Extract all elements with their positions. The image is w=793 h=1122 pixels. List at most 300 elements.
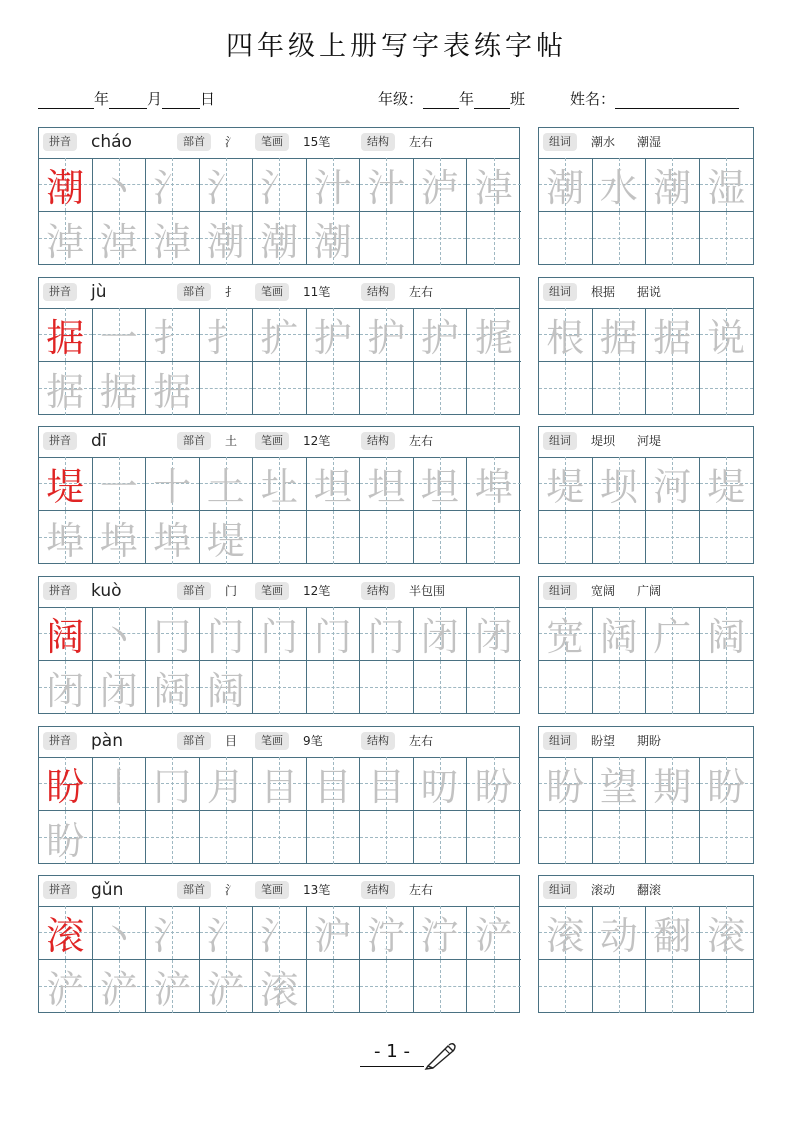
writing-cell[interactable] bbox=[253, 212, 307, 266]
word-cell[interactable] bbox=[539, 457, 593, 511]
trace-char: 浐 bbox=[153, 967, 192, 1012]
writing-cell[interactable] bbox=[200, 960, 254, 1014]
radical-value: 目 bbox=[225, 734, 238, 748]
trace-char: 据 bbox=[99, 369, 138, 414]
trace-char: 目 bbox=[367, 764, 406, 809]
trace-char: 扌 bbox=[206, 315, 245, 360]
writing-cell[interactable] bbox=[307, 661, 361, 715]
writing-cell[interactable] bbox=[414, 607, 468, 661]
word-header bbox=[539, 278, 753, 309]
trace-char: 浐 bbox=[46, 967, 85, 1012]
year-label: 年 bbox=[94, 90, 110, 108]
trace-char: 扩 bbox=[260, 315, 299, 360]
char-practice-card bbox=[38, 875, 520, 1013]
writing-cell[interactable] bbox=[360, 158, 414, 212]
class-fields bbox=[378, 88, 525, 109]
trace-char: 门 bbox=[367, 614, 406, 659]
model-char: 据 bbox=[46, 315, 85, 360]
writing-cell[interactable] bbox=[93, 811, 147, 865]
year-blank[interactable] bbox=[38, 92, 94, 109]
word-practice-card bbox=[538, 576, 754, 714]
trace-char: 埠 bbox=[153, 518, 192, 563]
word-cell[interactable] bbox=[646, 212, 700, 266]
word-trace-char: 盼 bbox=[707, 764, 746, 809]
word-cell[interactable] bbox=[539, 607, 593, 661]
writing-cell[interactable] bbox=[93, 661, 147, 715]
writing-cell[interactable] bbox=[93, 362, 147, 416]
strokes-label: 笔画 bbox=[255, 283, 289, 301]
trace-char: 门 bbox=[313, 614, 352, 659]
trace-char: 旫 bbox=[420, 764, 459, 809]
trace-char: 淖 bbox=[99, 219, 138, 264]
word-trace-char: 广 bbox=[653, 614, 692, 659]
word-cell[interactable] bbox=[539, 308, 593, 362]
writing-cell[interactable] bbox=[307, 757, 361, 811]
trace-char: 丶 bbox=[99, 165, 138, 210]
word-cell[interactable] bbox=[646, 906, 700, 960]
strokes-label: 笔画 bbox=[255, 732, 289, 750]
writing-cell[interactable] bbox=[253, 308, 307, 362]
writing-cell[interactable] bbox=[93, 457, 147, 511]
month-label: 月 bbox=[147, 90, 163, 108]
writing-cell[interactable] bbox=[200, 158, 254, 212]
writing-cell[interactable] bbox=[414, 757, 468, 811]
writing-cell[interactable] bbox=[200, 511, 254, 565]
writing-cell[interactable] bbox=[93, 906, 147, 960]
writing-cell[interactable] bbox=[414, 811, 468, 865]
trace-char: 潮 bbox=[206, 219, 245, 264]
word-cell[interactable] bbox=[646, 362, 700, 416]
words-label: 组词 bbox=[543, 432, 577, 450]
writing-cell[interactable] bbox=[360, 960, 414, 1014]
word-trace-char: 期 bbox=[653, 764, 692, 809]
practice-block bbox=[38, 426, 754, 564]
structure-label: 结构 bbox=[361, 133, 395, 151]
practice-block bbox=[38, 875, 754, 1013]
trace-char: 目 bbox=[260, 764, 299, 809]
writing-cell[interactable] bbox=[39, 960, 93, 1014]
writing-cell[interactable] bbox=[93, 212, 147, 266]
writing-cell[interactable] bbox=[360, 757, 414, 811]
structure-value: 左右 bbox=[409, 883, 434, 897]
writing-cell[interactable] bbox=[307, 457, 361, 511]
trace-char: 滚 bbox=[260, 967, 299, 1012]
word-trace-char: 潮 bbox=[653, 165, 692, 210]
word-cell[interactable] bbox=[646, 661, 700, 715]
word-cell[interactable] bbox=[646, 757, 700, 811]
structure-value: 左右 bbox=[409, 734, 434, 748]
writing-cell[interactable] bbox=[360, 362, 414, 416]
word-cell[interactable] bbox=[539, 158, 593, 212]
trace-char: 氵 bbox=[153, 165, 192, 210]
writing-cell[interactable] bbox=[467, 212, 521, 266]
word-cell[interactable] bbox=[593, 607, 647, 661]
writing-cell[interactable] bbox=[93, 308, 147, 362]
trace-char: 泸 bbox=[420, 165, 459, 210]
writing-cell[interactable] bbox=[146, 457, 200, 511]
word-cell[interactable] bbox=[539, 212, 593, 266]
writing-cell[interactable] bbox=[360, 607, 414, 661]
trace-char: 闭 bbox=[474, 614, 513, 659]
pinyin-label: 拼音 bbox=[43, 582, 77, 600]
trace-char: 一 bbox=[99, 464, 138, 509]
writing-cell[interactable] bbox=[146, 362, 200, 416]
writing-cell[interactable] bbox=[200, 661, 254, 715]
writing-cell[interactable] bbox=[146, 308, 200, 362]
writing-cell[interactable] bbox=[39, 811, 93, 865]
word-value: 根据 bbox=[591, 285, 616, 299]
word-trace-char: 堤 bbox=[546, 464, 585, 509]
writing-cell[interactable] bbox=[467, 960, 521, 1014]
trace-char: 淖 bbox=[474, 165, 513, 210]
writing-cell[interactable] bbox=[360, 661, 414, 715]
word-value: 翻滚 bbox=[637, 883, 662, 897]
info-line bbox=[38, 88, 750, 110]
name-label: 姓名： bbox=[570, 90, 616, 108]
word-value: 滚动 bbox=[591, 883, 616, 897]
word-header bbox=[539, 427, 753, 458]
word-cell[interactable] bbox=[539, 906, 593, 960]
writing-cell[interactable] bbox=[414, 511, 468, 565]
structure-label: 结构 bbox=[361, 283, 395, 301]
writing-cell[interactable] bbox=[360, 906, 414, 960]
trace-char: 冂 bbox=[153, 764, 192, 809]
word-cell[interactable] bbox=[593, 212, 647, 266]
char-header bbox=[39, 128, 519, 159]
word-cell[interactable] bbox=[700, 457, 754, 511]
word-cell[interactable] bbox=[593, 757, 647, 811]
writing-cell[interactable] bbox=[307, 362, 361, 416]
writing-cell[interactable] bbox=[467, 757, 521, 811]
writing-cell[interactable] bbox=[93, 511, 147, 565]
trace-char: 盼 bbox=[46, 818, 85, 863]
writing-cell[interactable] bbox=[414, 661, 468, 715]
date-fields bbox=[38, 88, 215, 109]
trace-char: 泞 bbox=[367, 913, 406, 958]
word-trace-char: 望 bbox=[599, 764, 638, 809]
writing-cell[interactable] bbox=[39, 661, 93, 715]
writing-cell[interactable] bbox=[146, 607, 200, 661]
trace-char: 埠 bbox=[46, 518, 85, 563]
trace-char: 护 bbox=[420, 315, 459, 360]
writing-cell[interactable] bbox=[360, 457, 414, 511]
word-cell[interactable] bbox=[593, 308, 647, 362]
writing-cell[interactable] bbox=[307, 511, 361, 565]
writing-cell[interactable] bbox=[307, 811, 361, 865]
writing-cell[interactable] bbox=[146, 757, 200, 811]
word-cell[interactable] bbox=[646, 457, 700, 511]
writing-cell[interactable] bbox=[146, 661, 200, 715]
writing-cell[interactable] bbox=[467, 457, 521, 511]
char-header bbox=[39, 577, 519, 608]
writing-cell[interactable] bbox=[200, 308, 254, 362]
trace-char: 浐 bbox=[206, 967, 245, 1012]
writing-cell[interactable] bbox=[146, 906, 200, 960]
trace-char: 冂 bbox=[153, 614, 192, 659]
writing-cell[interactable] bbox=[414, 308, 468, 362]
writing-cell[interactable] bbox=[253, 906, 307, 960]
writing-cell[interactable] bbox=[39, 607, 93, 661]
word-cell[interactable] bbox=[646, 607, 700, 661]
radical-label: 部首 bbox=[177, 732, 211, 750]
writing-cell[interactable] bbox=[253, 158, 307, 212]
char-practice-card bbox=[38, 277, 520, 415]
trace-char: 十 bbox=[153, 464, 192, 509]
word-cell[interactable] bbox=[593, 511, 647, 565]
writing-cell[interactable] bbox=[39, 757, 93, 811]
word-cell[interactable] bbox=[539, 362, 593, 416]
writing-cell[interactable] bbox=[307, 308, 361, 362]
word-cell[interactable] bbox=[593, 960, 647, 1014]
radical-value: 扌 bbox=[225, 285, 238, 299]
word-cell[interactable] bbox=[700, 757, 754, 811]
writing-cell[interactable] bbox=[253, 811, 307, 865]
grade-blank[interactable] bbox=[423, 92, 459, 109]
model-char: 盼 bbox=[46, 764, 85, 809]
word-cell[interactable] bbox=[700, 607, 754, 661]
word-cell[interactable] bbox=[539, 511, 593, 565]
writing-cell[interactable] bbox=[93, 158, 147, 212]
word-cell[interactable] bbox=[646, 308, 700, 362]
writing-cell[interactable] bbox=[200, 457, 254, 511]
writing-cell[interactable] bbox=[39, 308, 93, 362]
char-header bbox=[39, 727, 519, 758]
word-practice-card bbox=[538, 127, 754, 265]
pinyin-value: kuò bbox=[91, 581, 122, 601]
trace-char: 坦 bbox=[420, 464, 459, 509]
word-cell[interactable] bbox=[539, 811, 593, 865]
word-cell[interactable] bbox=[539, 757, 593, 811]
char-practice-card bbox=[38, 576, 520, 714]
word-value: 堤坝 bbox=[591, 434, 616, 448]
practice-block bbox=[38, 726, 754, 864]
word-value: 期盼 bbox=[637, 734, 662, 748]
writing-cell[interactable] bbox=[146, 960, 200, 1014]
trace-char: 氵 bbox=[206, 165, 245, 210]
month-blank[interactable] bbox=[109, 92, 147, 109]
writing-cell[interactable] bbox=[93, 960, 147, 1014]
writing-cell[interactable] bbox=[200, 607, 254, 661]
pinyin-value: pàn bbox=[91, 731, 123, 751]
word-cell[interactable] bbox=[700, 158, 754, 212]
word-trace-char: 宽 bbox=[546, 614, 585, 659]
writing-cell[interactable] bbox=[307, 212, 361, 266]
writing-cell[interactable] bbox=[93, 607, 147, 661]
word-cell[interactable] bbox=[593, 811, 647, 865]
word-trace-char: 滚 bbox=[546, 913, 585, 958]
word-practice-card bbox=[538, 726, 754, 864]
word-cell[interactable] bbox=[646, 960, 700, 1014]
writing-cell[interactable] bbox=[200, 811, 254, 865]
writing-cell[interactable] bbox=[307, 607, 361, 661]
word-value: 河堤 bbox=[637, 434, 662, 448]
trace-char: 闭 bbox=[46, 668, 85, 713]
word-trace-char: 动 bbox=[599, 913, 638, 958]
practice-block bbox=[38, 576, 754, 714]
writing-cell[interactable] bbox=[307, 906, 361, 960]
writing-cell[interactable] bbox=[146, 811, 200, 865]
trace-char: 据 bbox=[153, 369, 192, 414]
writing-cell[interactable] bbox=[414, 960, 468, 1014]
trace-char: 浐 bbox=[474, 913, 513, 958]
strokes-value: 12笔 bbox=[303, 584, 331, 598]
trace-char: 阔 bbox=[206, 668, 245, 713]
writing-cell[interactable] bbox=[200, 906, 254, 960]
writing-cell[interactable] bbox=[253, 362, 307, 416]
writing-cell[interactable] bbox=[307, 960, 361, 1014]
writing-cell[interactable] bbox=[146, 511, 200, 565]
words-label: 组词 bbox=[543, 582, 577, 600]
strokes-label: 笔画 bbox=[255, 133, 289, 151]
trace-char: 丶 bbox=[99, 913, 138, 958]
writing-cell[interactable] bbox=[39, 511, 93, 565]
trace-char: 淖 bbox=[46, 219, 85, 264]
word-cell[interactable] bbox=[700, 960, 754, 1014]
writing-cell[interactable] bbox=[307, 158, 361, 212]
char-header bbox=[39, 876, 519, 907]
structure-label: 结构 bbox=[361, 881, 395, 899]
writing-cell[interactable] bbox=[39, 457, 93, 511]
structure-label: 结构 bbox=[361, 582, 395, 600]
char-header bbox=[39, 427, 519, 458]
word-cell[interactable] bbox=[700, 362, 754, 416]
word-cell[interactable] bbox=[593, 906, 647, 960]
structure-label: 结构 bbox=[361, 732, 395, 750]
word-value: 潮湿 bbox=[637, 135, 662, 149]
name-fields bbox=[570, 88, 739, 109]
name-blank[interactable] bbox=[615, 92, 739, 109]
word-trace-char: 阔 bbox=[707, 614, 746, 659]
word-trace-char: 堤 bbox=[707, 464, 746, 509]
writing-cell[interactable] bbox=[360, 511, 414, 565]
word-cell[interactable] bbox=[539, 661, 593, 715]
writing-cell[interactable] bbox=[360, 811, 414, 865]
trace-char: 埠 bbox=[99, 518, 138, 563]
pinyin-value: dī bbox=[91, 431, 107, 451]
trace-char: 汁 bbox=[313, 165, 352, 210]
structure-value: 左右 bbox=[409, 434, 434, 448]
writing-cell[interactable] bbox=[200, 362, 254, 416]
word-trace-char: 滚 bbox=[707, 913, 746, 958]
practice-block bbox=[38, 277, 754, 415]
radical-label: 部首 bbox=[177, 283, 211, 301]
writing-cell[interactable] bbox=[467, 607, 521, 661]
day-blank[interactable] bbox=[162, 92, 200, 109]
trace-char: 氵 bbox=[206, 913, 245, 958]
writing-cell[interactable] bbox=[39, 158, 93, 212]
word-value: 潮水 bbox=[591, 135, 616, 149]
writing-cell[interactable] bbox=[467, 811, 521, 865]
writing-cell[interactable] bbox=[253, 607, 307, 661]
word-cell[interactable] bbox=[700, 661, 754, 715]
word-cell[interactable] bbox=[700, 906, 754, 960]
writing-cell[interactable] bbox=[414, 158, 468, 212]
pinyin-label: 拼音 bbox=[43, 432, 77, 450]
class-label: 班 bbox=[510, 90, 526, 108]
word-cell[interactable] bbox=[593, 661, 647, 715]
pen-icon bbox=[424, 1040, 458, 1074]
pinyin-value: gǔn bbox=[91, 880, 124, 900]
writing-cell[interactable] bbox=[253, 960, 307, 1014]
word-cell[interactable] bbox=[700, 212, 754, 266]
word-cell[interactable] bbox=[539, 960, 593, 1014]
writing-cell[interactable] bbox=[146, 158, 200, 212]
writing-cell[interactable] bbox=[414, 212, 468, 266]
word-header bbox=[539, 876, 753, 907]
writing-cell[interactable] bbox=[467, 158, 521, 212]
trace-char: 坦 bbox=[313, 464, 352, 509]
words-label: 组词 bbox=[543, 283, 577, 301]
word-trace-char: 据 bbox=[653, 315, 692, 360]
char-practice-card bbox=[38, 726, 520, 864]
model-char: 滚 bbox=[46, 913, 85, 958]
trace-char: 护 bbox=[313, 315, 352, 360]
pinyin-label: 拼音 bbox=[43, 133, 77, 151]
trace-char: 月 bbox=[206, 764, 245, 809]
trace-char: 潮 bbox=[313, 219, 352, 264]
word-value: 盼望 bbox=[591, 734, 616, 748]
radical-label: 部首 bbox=[177, 881, 211, 899]
model-char: 堤 bbox=[46, 464, 85, 509]
writing-cell[interactable] bbox=[200, 757, 254, 811]
radical-value: 氵 bbox=[225, 883, 238, 897]
word-cell[interactable] bbox=[593, 362, 647, 416]
writing-cell[interactable] bbox=[253, 511, 307, 565]
writing-cell[interactable] bbox=[467, 661, 521, 715]
strokes-value: 11笔 bbox=[303, 285, 331, 299]
trace-char: 淖 bbox=[153, 219, 192, 264]
word-cell[interactable] bbox=[700, 308, 754, 362]
writing-cell[interactable] bbox=[146, 212, 200, 266]
structure-value: 左右 bbox=[409, 285, 434, 299]
strokes-value: 15笔 bbox=[303, 135, 331, 149]
writing-cell[interactable] bbox=[253, 757, 307, 811]
writing-cell[interactable] bbox=[414, 906, 468, 960]
writing-cell[interactable] bbox=[467, 511, 521, 565]
writing-cell[interactable] bbox=[39, 212, 93, 266]
word-value: 广阔 bbox=[637, 584, 662, 598]
trace-char: 浐 bbox=[99, 967, 138, 1012]
writing-cell[interactable] bbox=[200, 212, 254, 266]
word-cell[interactable] bbox=[646, 811, 700, 865]
trace-char: 护 bbox=[367, 315, 406, 360]
word-cell[interactable] bbox=[646, 158, 700, 212]
word-cell[interactable] bbox=[700, 511, 754, 565]
writing-cell[interactable] bbox=[414, 362, 468, 416]
word-cell[interactable] bbox=[593, 158, 647, 212]
writing-cell[interactable] bbox=[93, 757, 147, 811]
writing-cell[interactable] bbox=[467, 308, 521, 362]
writing-cell[interactable] bbox=[39, 906, 93, 960]
word-header bbox=[539, 577, 753, 608]
word-cell[interactable] bbox=[700, 811, 754, 865]
strokes-label: 笔画 bbox=[255, 582, 289, 600]
writing-cell[interactable] bbox=[467, 906, 521, 960]
trace-char: 闭 bbox=[420, 614, 459, 659]
writing-cell[interactable] bbox=[467, 362, 521, 416]
writing-cell[interactable] bbox=[39, 362, 93, 416]
word-cell[interactable] bbox=[593, 457, 647, 511]
writing-cell[interactable] bbox=[360, 212, 414, 266]
writing-cell[interactable] bbox=[414, 457, 468, 511]
writing-cell[interactable] bbox=[360, 308, 414, 362]
writing-cell[interactable] bbox=[253, 457, 307, 511]
word-cell[interactable] bbox=[646, 511, 700, 565]
class-blank[interactable] bbox=[474, 92, 510, 109]
structure-value: 左右 bbox=[409, 135, 434, 149]
trace-char: 据 bbox=[46, 369, 85, 414]
writing-cell[interactable] bbox=[253, 661, 307, 715]
